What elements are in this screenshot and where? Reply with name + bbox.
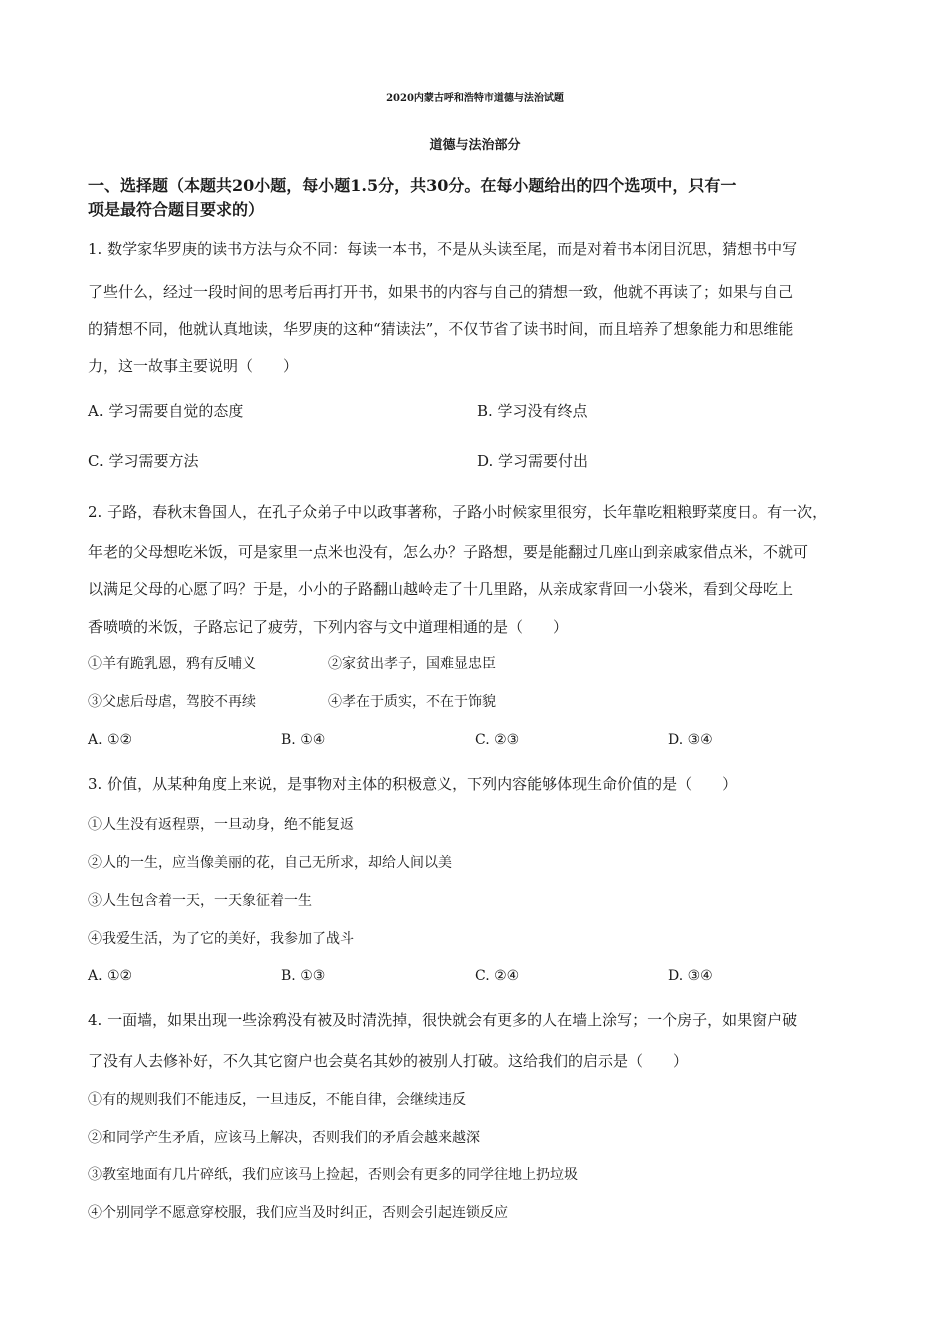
question-4-line-2: 了没有人去修补好，不久其它窗户也会莫名其妙的被别人打破。这给我们的启示是（ ） <box>88 1052 689 1070</box>
question-2-choice-d: D. ③④ <box>668 732 713 748</box>
question-1-line-1: 1. 数学家华罗庚的读书方法与众不同：每读一本书，不是从头读至尾，而是对着书本闭目沉思，猜想书中写 <box>88 240 798 258</box>
question-2-line-3: 以满足父母的心愿了吗？于是，小小的子路翻山越岭走了十几里路，从亲成家背回一小袋米，看到父母吃上 <box>88 580 794 598</box>
question-4-option-4: ④个别同学不愿意穿校服，我们应当及时纠正，否则会引起连锁反应 <box>88 1205 508 1221</box>
section-instructions-line-1: 一、选择题（本题共20小题，每小题1.5分，共30分。在每小题给出的四个选项中，只有一 <box>88 176 737 195</box>
question-2-option-2: ②家贫出孝子，国难显忠臣 <box>328 656 496 672</box>
part-title: 道德与法治部分 <box>429 138 521 153</box>
question-4-option-2: ②和同学产生矛盾，应该马上解决，否则我们的矛盾会越来越深 <box>88 1130 480 1146</box>
question-1-line-2: 了些什么，经过一段时间的思考后再打开书，如果书的内容与自己的猜想一致，他就不再读了；如果与自己 <box>88 283 794 301</box>
section-instructions-line-2: 项是最符合题目要求的） <box>88 200 265 219</box>
question-3-option-4: ④我爱生活，为了它的美好，我参加了战斗 <box>88 931 354 947</box>
question-3-choice-a: A. ①② <box>88 968 133 984</box>
question-3-option-1: ①人生没有返程票，一旦动身，绝不能复返 <box>88 817 354 833</box>
question-3-choice-b: B. ①③ <box>281 968 326 984</box>
question-3-option-2: ②人的一生，应当像美丽的花，自己无所求，却给人间以美 <box>88 855 452 871</box>
question-2-line-1: 2. 子路，春秋末鲁国人，在孔子众弟子中以政事著称，子路小时候家里很穷，长年靠吃粗粮野菜度日。有一次， <box>88 503 828 521</box>
question-1-line-4: 力，这一故事主要说明（ ） <box>88 357 299 375</box>
question-2-line-4: 香喷喷的米饭，子路忘记了疲劳，下列内容与文中道理相通的是（ ） <box>88 618 569 636</box>
question-2-line-2: 年老的父母想吃米饭，可是家里一点米也没有，怎么办？子路想，要是能翻过几座山到亲戚家借点米，不就可 <box>88 543 809 561</box>
question-2-choice-b: B. ①④ <box>281 732 326 748</box>
question-2-option-3: ③父虑后母虐，驾胶不再续 <box>88 694 256 710</box>
question-1-choice-b: B. 学习没有终点 <box>477 402 588 420</box>
question-4-option-1: ①有的规则我们不能违反，一旦违反，不能自律，会继续违反 <box>88 1092 466 1108</box>
question-1-line-3: 的猜想不同，他就认真地读，华罗庚的这种“猜读法”，不仅节省了读书时间，而且培养了想象能力和思维能 <box>88 320 794 338</box>
exam-title: 2020内蒙古呼和浩特市道德与法治试题 <box>386 93 564 104</box>
question-4-option-3: ③教室地面有几片碎纸，我们应该马上捡起，否则会有更多的同学往地上扔垃圾 <box>88 1167 578 1183</box>
question-3-choice-c: C. ②④ <box>475 968 520 984</box>
question-4-line-1: 4. 一面墙，如果出现一些涂鸦没有被及时清洗掉，很快就会有更多的人在墙上涂写；一个房子，如果窗户破 <box>88 1011 798 1029</box>
question-2-choice-c: C. ②③ <box>475 732 520 748</box>
question-1-choice-c: C. 学习需要方法 <box>88 452 199 470</box>
question-3-line-1: 3. 价值，从某种角度上来说，是事物对主体的积极意义，下列内容能够体现生命价值的是（ ） <box>88 775 738 793</box>
question-1-choice-a: A. 学习需要自觉的态度 <box>88 402 244 420</box>
question-3-option-3: ③人生包含着一天，一天象征着一生 <box>88 893 312 909</box>
question-1-choice-d: D. 学习需要付出 <box>477 452 589 470</box>
question-3-choice-d: D. ③④ <box>668 968 713 984</box>
question-2-option-1: ①羊有跪乳恩，鸦有反哺义 <box>88 656 256 672</box>
question-2-option-4: ④孝在于质实，不在于饰貌 <box>328 694 496 710</box>
question-2-choice-a: A. ①② <box>88 732 133 748</box>
